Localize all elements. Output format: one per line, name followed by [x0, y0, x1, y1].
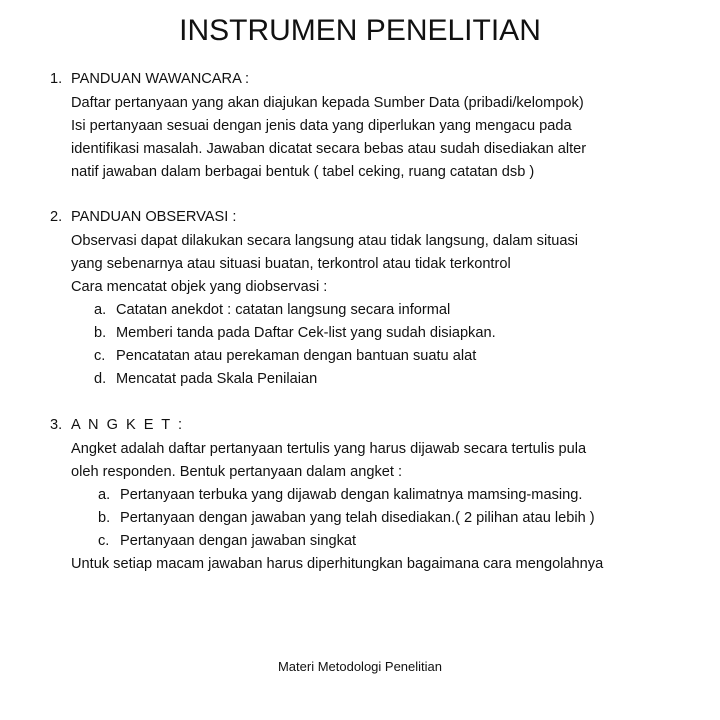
section-3-number: 3.	[50, 417, 63, 433]
section-2-line: yang sebenarnya atau situasi buatan, terkontrol atau tidak terkontrol	[71, 256, 511, 272]
footer: Materi Metodologi Penelitian	[277, 659, 443, 674]
section-2-heading: PANDUAN OBSERVASI :	[71, 209, 237, 225]
section-3-closing: Untuk setiap macam jawaban harus diperhitungkan bagaimana cara mengolahnya	[71, 556, 604, 572]
section-2-line: Observasi dapat dilakukan secara langsung atau tidak langsung, dalam situasi	[71, 233, 579, 249]
section-3-heading: A N G K E T :	[71, 417, 185, 433]
list-item-marker: b.	[98, 510, 111, 526]
list-item: Pertanyaan terbuka yang dijawab dengan kalimatnya mamsing-masing.	[120, 487, 583, 503]
section-1-line: Daftar pertanyaan yang akan diajukan kepada Sumber Data (pribadi/kelompok)	[71, 95, 584, 111]
list-item-marker: a.	[98, 487, 111, 503]
list-item: Pertanyaan dengan jawaban yang telah disediakan.( 2 pilihan atau lebih )	[120, 510, 595, 526]
list-item-marker: d.	[94, 371, 107, 387]
section-2-line: Cara mencatat objek yang diobservasi :	[71, 279, 328, 295]
section-3-line: oleh responden. Bentuk pertanyaan dalam angket :	[71, 464, 403, 480]
list-item: Memberi tanda pada Daftar Cek-list yang sudah disiapkan.	[116, 325, 496, 341]
section-3-line: Angket adalah daftar pertanyaan tertulis yang harus dijawab secara tertulis pula	[71, 441, 587, 457]
section-1-line: Isi pertanyaan sesuai dengan jenis data yang diperlukan yang mengacu pada	[71, 118, 572, 134]
list-item: Mencatat pada Skala Penilaian	[116, 371, 318, 387]
list-item-marker: a.	[94, 302, 107, 318]
section-1-number: 1.	[50, 71, 63, 87]
section-1-line: natif jawaban dalam berbagai bentuk ( tabel ceking, ruang catatan dsb )	[71, 164, 535, 180]
section-1-heading: PANDUAN WAWANCARA :	[71, 71, 250, 87]
list-item: Pencatatan atau perekaman dengan bantuan suatu alat	[116, 348, 477, 364]
list-item-marker: c.	[98, 533, 110, 549]
list-item-marker: c.	[94, 348, 106, 364]
list-item: Pertanyaan dengan jawaban singkat	[120, 533, 357, 549]
page-title: INSTRUMEN PENELITIAN	[179, 14, 541, 47]
section-2-number: 2.	[50, 209, 63, 225]
list-item: Catatan anekdot : catatan langsung secara informal	[116, 302, 451, 318]
list-item-marker: b.	[94, 325, 107, 341]
section-1-line: identifikasi masalah. Jawaban dicatat secara bebas atau sudah disediakan alter	[71, 141, 587, 157]
